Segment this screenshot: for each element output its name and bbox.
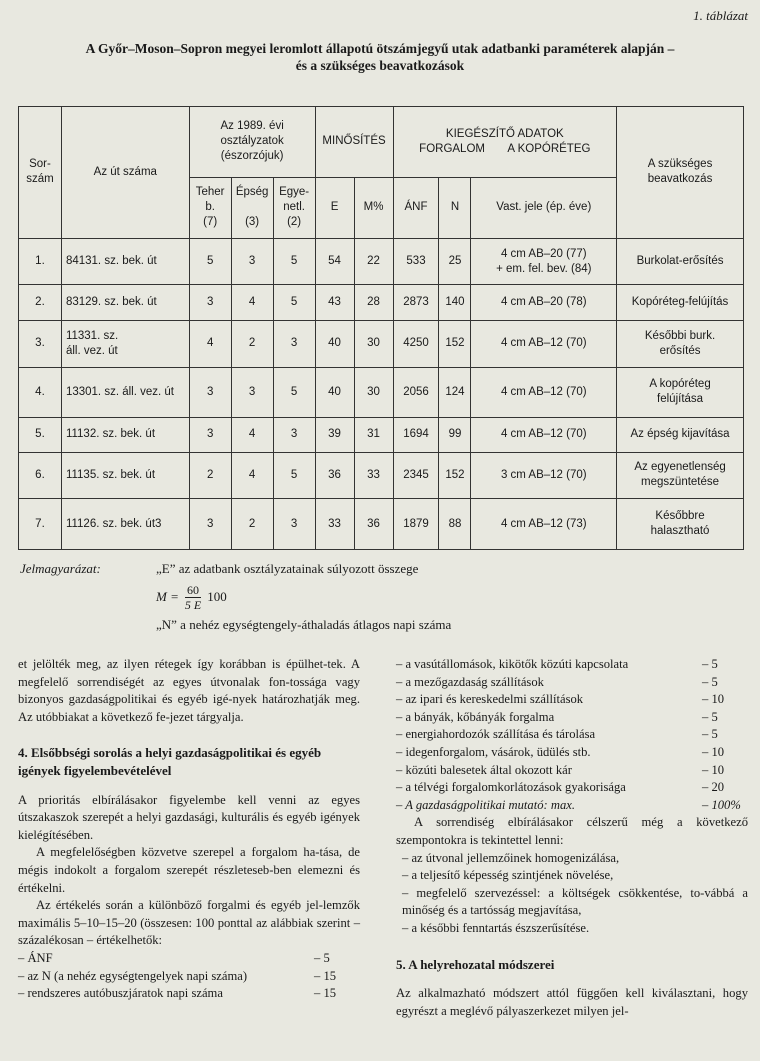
value-n: 152 [439,452,471,499]
road-number: 11126. sz. bek. út3 [61,499,189,550]
table-title [20,40,740,74]
road-number: 11132. sz. bek. út [61,418,189,452]
value-m: 22 [354,238,393,285]
intervention: Kopóréteg-felújítás [617,285,744,320]
intervention: Az épség kijavítása [617,418,744,452]
grade-epseg: 2 [231,499,273,550]
row-number: 1. [19,238,62,285]
grade-teherbiras: 5 [189,238,231,285]
paragraph: A prioritás elbírálásakor figyelembe kell venni az egyes útszakaszok szerepét a helyi gazdasági, kulturális és egyéb igények kielégítésében. [18,792,360,842]
value-m: 31 [354,418,393,452]
road-number: 11331. sz. áll. vez. út [61,320,189,367]
section-heading-5: 5. A helyrehozatal módszerei [396,956,555,972]
header-m: M% [354,177,393,238]
grade-epseg: 2 [231,320,273,367]
road-number: 11135. sz. bek. út [61,452,189,499]
value-m: 36 [354,499,393,550]
wear-layer: 4 cm AB–12 (70) [471,418,617,452]
value-anf: 4250 [393,320,439,367]
bullet-item: – a későbbi fenntartás észszerűsítése. [402,920,590,935]
value-anf: 2345 [393,452,439,499]
road-data-table [18,106,744,550]
table-row [19,499,744,550]
grade-teherbiras: 3 [189,367,231,418]
intervention: Későbbi burk. erősítés [617,320,744,367]
road-number: 83129. sz. bek. út [61,285,189,320]
wear-layer: 4 cm AB–20 (78) [471,285,617,320]
value-m: 30 [354,367,393,418]
list-item: – az ipari és kereskedelmi szállítások – 10 [396,692,725,707]
grade-egyenetlenseg: 3 [273,418,315,452]
grade-egyenetlenseg: 3 [273,499,315,550]
header-egyenetl: Egye- netl. (2) [273,177,315,238]
grade-epseg: 4 [231,418,273,452]
bullet-item: – megfelelő szervezéssel: a költségek csökkentése, to-vábbá a minőség és a tartósság megjavítása, [402,885,748,918]
wear-layer: 4 cm AB–12 (70) [471,367,617,418]
legend-m-formula: M = $\frac{60}{5 E}$ 100 [156,582,227,612]
value-anf: 1879 [393,499,439,550]
table-row [19,418,744,452]
bullet-item: – a teljesítő képesség szintjének növelése, [402,868,614,883]
grade-egyenetlenseg: 3 [273,320,315,367]
grade-egyenetlenseg: 5 [273,285,315,320]
table-row [19,452,744,499]
value-e: 39 [315,418,354,452]
table-row [19,238,744,285]
legend-e: „E” az adatbank osztályzatainak súlyozott összege [156,561,419,576]
value-e: 54 [315,238,354,285]
grade-egyenetlenseg: 5 [273,238,315,285]
value-n: 88 [439,499,471,550]
value-n: 152 [439,320,471,367]
header-e: E [315,177,354,238]
list-item: – idegenforgalom, vásárok, üdülés stb. – 10 [396,744,725,759]
bullet-item: – az útvonal jellemzőinek homogenizálása, [402,850,620,865]
header-n: N [439,177,471,238]
paragraph: A sorrendiség elbírálásakor célszerű még a következő szempontokra is tekintettel lenni: [396,815,748,847]
header-anf: ÁNF [393,177,439,238]
list-item: – a bányák, kőbányák forgalma – 5 [396,709,718,724]
table-number: 1. táblázat [693,8,748,23]
list-item: – rendszeres autóbuszjáratok napi száma – 15 [18,986,337,1001]
grade-epseg: 3 [231,367,273,418]
value-e: 43 [315,285,354,320]
row-number: 7. [19,499,62,550]
table-row [19,367,744,418]
list-item: – az N (a nehéz egységtengelyek napi száma) – 15 [18,968,337,983]
list-item: – energiahordozók szállítása és tárolása – 5 [396,727,718,742]
value-anf: 2056 [393,367,439,418]
value-e: 36 [315,452,354,499]
legend [20,560,540,634]
paragraph: et jelölték meg, az ilyen rétegek így korábban is épülhet-tek. A megfelelő sorrendiségét az egyes útvonalak fon-tossága vagy bizonyos gazdaságpolitikai és egyéb igé-nyek határozhatják meg. Az utóbbiakat a következő fe-jezet tárgyalja. [18,657,360,724]
row-number: 2. [19,285,62,320]
value-n: 140 [439,285,471,320]
row-number: 3. [19,320,62,367]
value-m: 33 [354,452,393,499]
value-n: 124 [439,367,471,418]
value-e: 40 [315,320,354,367]
intervention: Az egyenetlenség megszüntetése [617,452,744,499]
header-osztalyzatok: Az 1989. évi osztályzatok (észorzójuk) [189,107,315,178]
paragraph: Az alkalmazható módszert attól függően kell kiválasztani, hogy egyrészt a meglévő pályaszerkezet milyen jel- [396,986,748,1018]
header-minosites: MINŐSÍTÉS [315,107,393,178]
wear-layer: 4 cm AB–20 (77) + em. fel. bev. (84) [471,238,617,285]
legend-label: Jelmagyarázat: [20,561,101,576]
intervention: Burkolat-erősítés [617,238,744,285]
header-kiegeszito: KIEGÉSZÍTŐ ADATOK FORGALOM A KOPÓRÉTEG [393,107,617,178]
header-vast: Vast. jele (ép. éve) [471,177,617,238]
grade-epseg: 4 [231,285,273,320]
list-item: – a vasútállomások, kikötők közúti kapcsolata – 5 [396,657,718,671]
paragraph: A megfelelőségben közvetve szerepel a forgalom ha-tása, de mégis indokolt a forgalom szerepét részleteseb-ben elemezni és értékelni. [18,845,360,895]
header-sorszam: Sor- szám [19,107,62,239]
grade-teherbiras: 4 [189,320,231,367]
road-number: 13301. sz. áll. vez. út [61,367,189,418]
value-n: 25 [439,238,471,285]
list-item: – ÁNF – 5 [18,950,330,965]
header-ut-szama: Az út száma [61,107,189,239]
value-e: 33 [315,499,354,550]
value-n: 99 [439,418,471,452]
row-number: 5. [19,418,62,452]
road-number: 84131. sz. bek. út [61,238,189,285]
wear-layer: 4 cm AB–12 (70) [471,320,617,367]
row-number: 4. [19,367,62,418]
grade-epseg: 4 [231,452,273,499]
header-beavatkozas: A szükséges beavatkozás [617,107,744,239]
title-line-2: és a szükséges beavatkozások [295,58,465,73]
wear-layer: 4 cm AB–12 (73) [471,499,617,550]
section-heading-4: 4. Elsőbbségi sorolás a helyi gazdaságpolitikai és egyéb igények figyelembevételével [18,745,322,778]
value-anf: 533 [393,238,439,285]
grade-egyenetlenseg: 5 [273,367,315,418]
legend-n: „N” a nehéz egységtengely-áthaladás átlagos napi száma [156,617,452,632]
list-item: – a mezőgazdaság szállítások – 5 [396,674,718,689]
grade-teherbiras: 3 [189,499,231,550]
right-column [396,656,748,1020]
title-line-1: A Győr–Moson–Sopron megyei leromlott állapotú ötszámjegyű utak adatbanki paraméterek alapján – [85,41,675,56]
wear-layer: 3 cm AB–12 (70) [471,452,617,499]
paragraph: Az értékelés során a különböző forgalmi és egyéb jel-lemzők maximális 5–10–15–20 (összesen: 100 ponttal az alábbiak szerint – százalékosan – értékelhetők: [18,898,360,948]
value-anf: 1694 [393,418,439,452]
table-row [19,320,744,367]
value-m: 30 [354,320,393,367]
list-item: – A gazdaságpolitikai mutató: max. – 100% [396,797,741,812]
intervention: A kopóréteg felújítása [617,367,744,418]
header-teherb: Teher b. (7) [189,177,231,238]
table-row [19,285,744,320]
value-e: 40 [315,367,354,418]
value-m: 28 [354,285,393,320]
grade-teherbiras: 2 [189,452,231,499]
list-item: – közúti balesetek által okozott kár – 10 [396,762,725,777]
list-item: – a télvégi forgalomkorlátozások gyakorisága – 20 [396,780,725,795]
intervention: Későbbre halasztható [617,499,744,550]
grade-teherbiras: 3 [189,285,231,320]
grade-epseg: 3 [231,238,273,285]
grade-teherbiras: 3 [189,418,231,452]
left-column [18,656,360,1003]
grade-egyenetlenseg: 5 [273,452,315,499]
header-epseg: Épség (3) [231,177,273,238]
row-number: 6. [19,452,62,499]
value-anf: 2873 [393,285,439,320]
